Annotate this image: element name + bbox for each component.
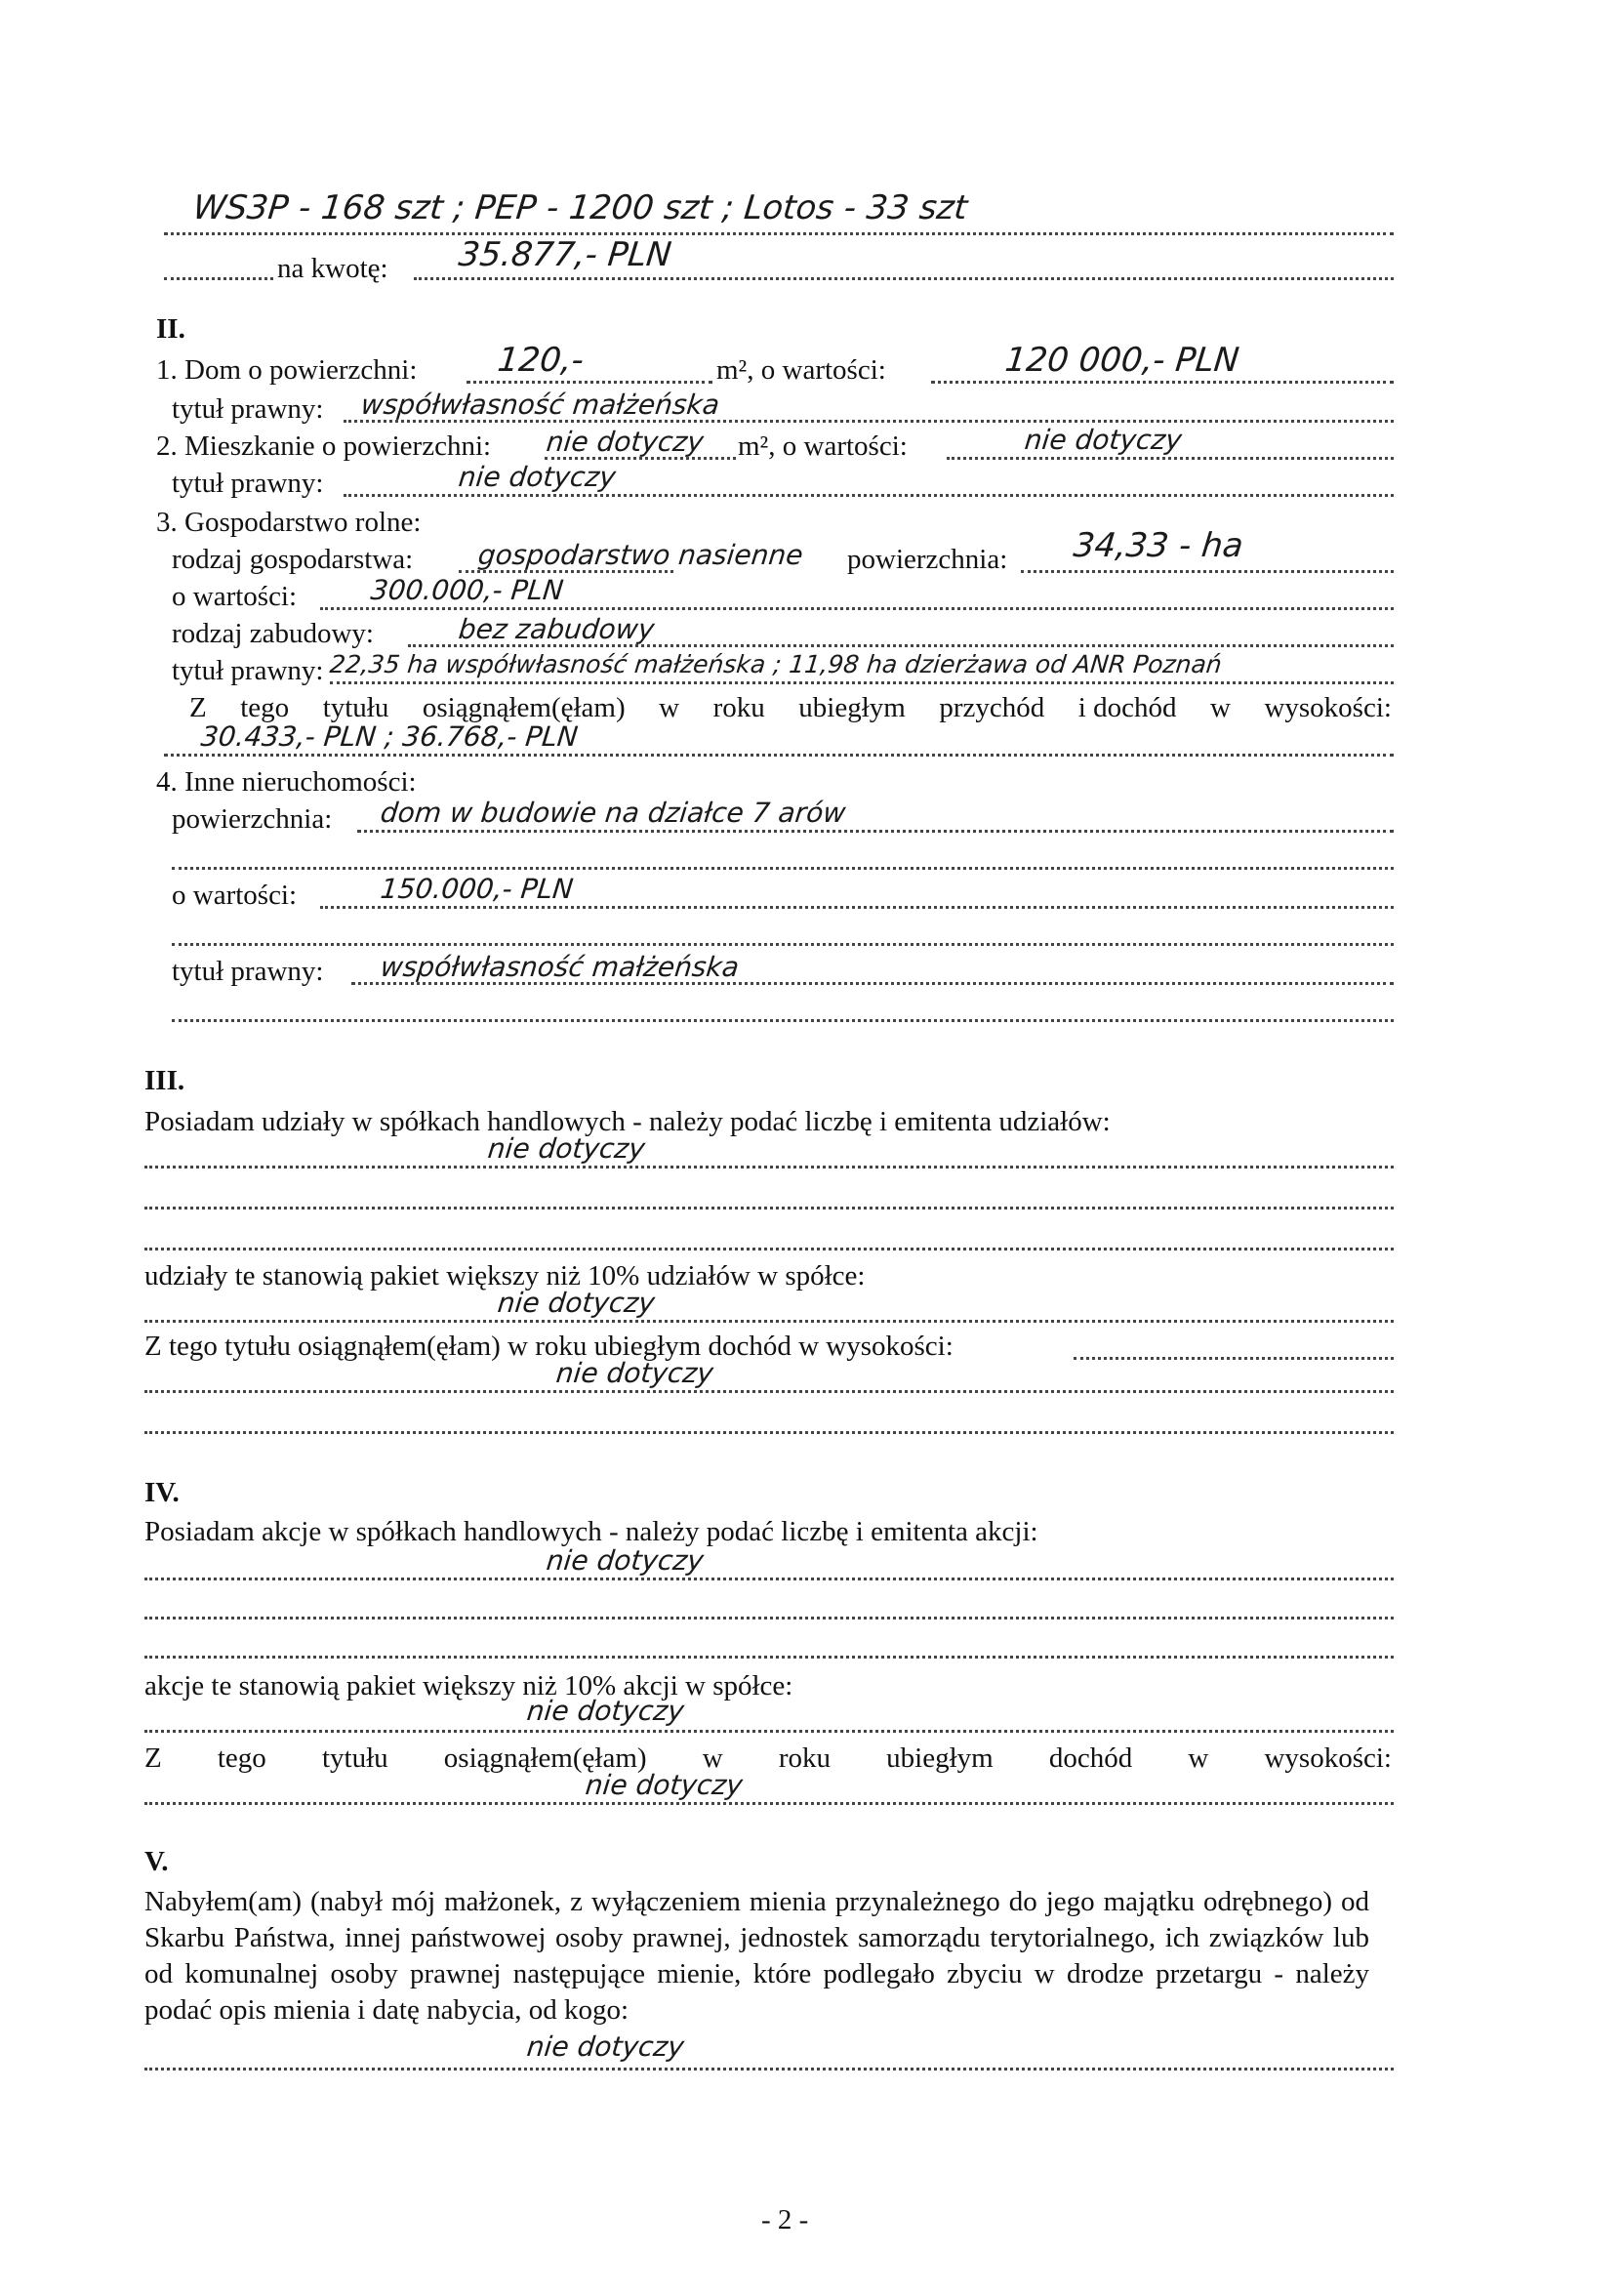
dotted-line (144, 1166, 1394, 1168)
dotted-line (144, 1802, 1394, 1805)
buildings-label: rodzaj zabudowy: (172, 618, 374, 649)
farm-label: 3. Gospodarstwo rolne: (156, 507, 422, 538)
farm-income-word: tego (240, 692, 290, 723)
section-heading-iii: III. (144, 1065, 185, 1096)
stocks-income-word: osiągnąłem(ęłam) (443, 1742, 647, 1774)
handwritten-amount: 35.877,- PLN (456, 235, 673, 274)
handwritten-house-title: współwłasność małżeńska (359, 389, 721, 421)
handwritten-other-title: współwłasność małżeńska (379, 951, 741, 983)
handwritten-shares-percent-answer: nie dotyczy (496, 1287, 657, 1319)
flat-value-label: m², o wartości: (738, 430, 908, 462)
section-heading-v: V. (144, 1846, 169, 1877)
dotted-line (164, 277, 273, 280)
handwritten-flat-value: nie dotyczy (1023, 424, 1184, 456)
handwritten-shares-answer: nie dotyczy (486, 1132, 647, 1165)
other-value-label: o wartości: (172, 880, 298, 911)
dotted-line (144, 1578, 1394, 1580)
farm-value-label: o wartości: (172, 581, 298, 612)
dotted-line (144, 1390, 1394, 1393)
stocks-income-question (144, 1742, 1392, 1775)
handwritten-acquisition-answer: nie dotyczy (525, 2030, 686, 2063)
dotted-line (144, 1207, 1394, 1210)
dotted-line (330, 681, 1394, 684)
flat-area-label: 2. Mieszkanie o powierzchni: (156, 430, 492, 462)
handwritten-other-area: dom w budowie na działce 7 arów (379, 797, 848, 829)
stocks-income-word: ubiegłym (886, 1742, 994, 1774)
stocks-income-word: roku (778, 1742, 831, 1774)
farm-income-word: w (1209, 692, 1231, 723)
dotted-line (467, 381, 712, 384)
dotted-line (947, 457, 1394, 460)
stocks-question: Posiadam akcje w spółkach handlowych - należy podać liczbę i emitenta akcji: (144, 1516, 1038, 1547)
other-property-label: 4. Inne nieruchomości: (156, 766, 417, 798)
farm-area-label: powierzchnia: (847, 544, 1008, 575)
handwritten-stocks-income-answer: nie dotyczy (584, 1769, 745, 1801)
amount-label: na kwotę: (277, 253, 388, 284)
handwritten-flat-title: nie dotyczy (457, 461, 618, 493)
stocks-income-word: tytułu (321, 1742, 388, 1774)
other-area-label: powierzchnia: (172, 803, 333, 835)
dotted-line (144, 1730, 1394, 1733)
dotted-line (164, 754, 1394, 757)
dotted-line (931, 381, 1394, 384)
handwritten-farm-type: gospodarstwo nasienne (476, 539, 805, 571)
farm-income-word: przychód (939, 692, 1045, 723)
dotted-line (320, 607, 1394, 610)
handwritten-buildings: bez zabudowy (457, 613, 657, 645)
handwritten-farm-area: 34,33 - ha (1071, 526, 1245, 565)
dotted-line (344, 494, 1394, 497)
farm-title-label: tytuł prawny: (172, 655, 324, 686)
handwritten-stocks-answer: nie dotyczy (545, 1544, 706, 1577)
dotted-line (164, 232, 1394, 235)
shares-income-question: Z tego tytułu osiągnąłem(ęłam) w roku ubiegłym dochód w wysokości: (144, 1331, 954, 1362)
farm-income-word: tytułu (322, 692, 389, 723)
farm-income-word: Z (189, 692, 207, 723)
stocks-income-word: wysokości: (1264, 1742, 1392, 1774)
handwritten-shares: WS3P - 168 szt ; PEP - 1200 szt ; Lotos - 33 szt (190, 188, 970, 227)
stocks-income-word: w (702, 1742, 723, 1774)
dotted-line (172, 943, 1394, 946)
dotted-line (144, 1656, 1394, 1659)
dotted-line (144, 2068, 1394, 2070)
handwritten-other-value: 150.000,- PLN (379, 873, 575, 905)
shares-percent-question: udziały te stanowią pakiet większy niż 10% udziałów w spółce: (144, 1260, 866, 1292)
section-heading-ii: II. (156, 313, 185, 345)
farm-income-word: ubiegłym (798, 692, 906, 723)
dotted-line (172, 867, 1394, 870)
stocks-income-word: dochód (1048, 1742, 1133, 1774)
stocks-income-word: tego (217, 1742, 266, 1774)
stocks-percent-question: akcje te stanowią pakiet większy niż 10% akcji w spółce: (144, 1670, 793, 1702)
dotted-line (357, 830, 1394, 833)
shares-question: Posiadam udziały w spółkach handlowych - należy podać liczbę i emitenta udziałów: (144, 1106, 1111, 1137)
farm-income-label (189, 691, 1392, 724)
acquisition-question: Nabyłem(am) (nabył mój małżonek, z wyłączeniem mienia przynależnego do jego majątku odrębnego) od Skarbu Państwa, innej państwowej osoby prawnej, jednostek samorządu terytorialnego, ich związków lub od komunalnej osoby prawnej następujące mienie, które podlegało zbyciu w drodze przetargu - należy podać opis mienia i datę nabycia, od kogo: (144, 1886, 1369, 2026)
handwritten-house-area: 120,- (495, 341, 587, 380)
handwritten-farm-income: 30.433,- PLN ; 36.768,- PLN (199, 720, 580, 753)
section-heading-iv: IV. (144, 1477, 180, 1508)
page-number: - 2 - (761, 2204, 809, 2235)
dotted-line (1021, 570, 1394, 573)
dotted-line (144, 1617, 1394, 1620)
stocks-income-word: Z (144, 1742, 162, 1774)
handwritten-flat-area: nie dotyczy (545, 426, 706, 458)
dotted-line (1074, 1357, 1394, 1360)
flat-title-label: tytuł prawny: (172, 468, 324, 499)
handwritten-shares-income-answer: nie dotyczy (554, 1357, 715, 1389)
farm-type-label: rodzaj gospodarstwa: (172, 544, 414, 575)
dotted-line (320, 906, 1394, 909)
dotted-line (144, 1431, 1394, 1434)
house-title-label: tytuł prawny: (172, 393, 324, 425)
dotted-line (414, 277, 1394, 280)
handwritten-stocks-percent-answer: nie dotyczy (525, 1695, 686, 1727)
stocks-income-word: w (1188, 1742, 1209, 1774)
handwritten-farm-title: 22,35 ha współwłasność małżeńska ; 11,98 ha dzierżawa od ANR Poznań (328, 650, 1224, 678)
farm-income-word: osiągnąłem(ęłam) (422, 692, 626, 723)
farm-income-word: wysokości: (1264, 692, 1392, 723)
farm-income-word: w (659, 692, 680, 723)
farm-income-word: roku (712, 692, 765, 723)
handwritten-house-value: 120 000,- PLN (1002, 341, 1241, 380)
dotted-line (144, 1248, 1394, 1250)
farm-income-word: i dochód (1077, 692, 1177, 723)
house-area-label: 1. Dom o powierzchni: (156, 354, 418, 386)
house-value-label: m², o wartości: (716, 354, 886, 386)
other-title-label: tytuł prawny: (172, 956, 324, 987)
handwritten-farm-value: 300.000,- PLN (369, 574, 565, 606)
dotted-line (144, 1320, 1394, 1323)
dotted-line (172, 1019, 1394, 1022)
